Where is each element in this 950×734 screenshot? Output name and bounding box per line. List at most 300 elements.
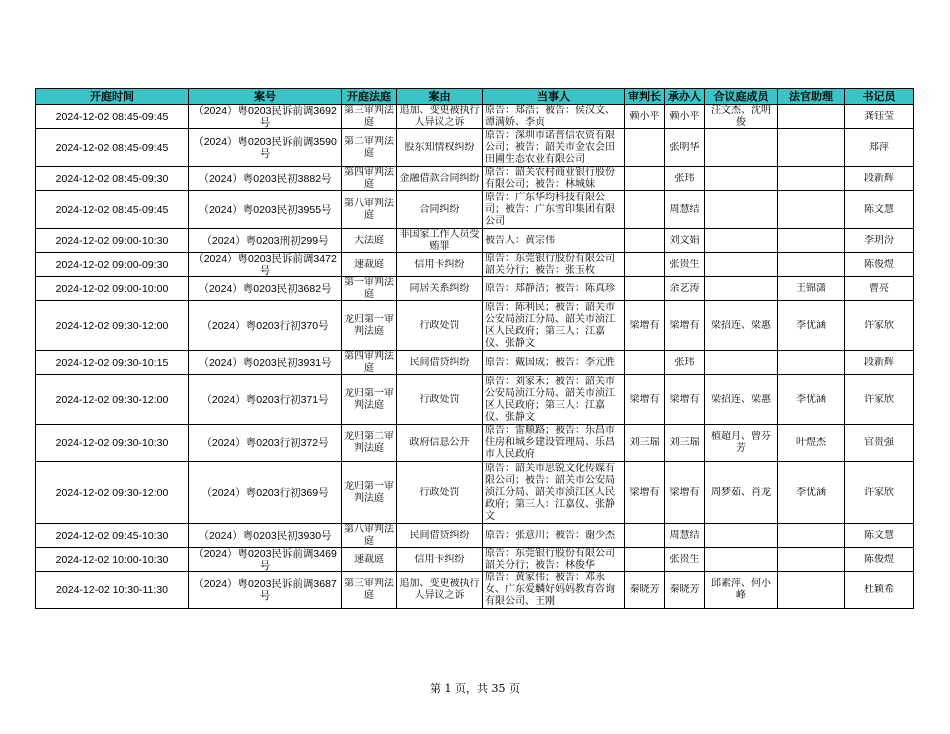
cell-parties-text: 原告：东莞银行股份有限公司韶关分行；被告：林俊华 bbox=[485, 548, 615, 571]
cell-case-text: （2024）粤0203行初372号 bbox=[201, 437, 329, 449]
cell-chief bbox=[625, 191, 665, 229]
table-row bbox=[36, 229, 914, 253]
cell-cause-text: 非国家工作人员受贿罪 bbox=[399, 229, 480, 252]
cell-case-text: （2024）粤0203行初370号 bbox=[201, 319, 329, 332]
cell-cause bbox=[397, 301, 483, 351]
cell-handler-text: 刘文娟 bbox=[669, 234, 700, 246]
cell-clerk-text: 段新辉 bbox=[864, 172, 894, 184]
cell-panel-text: 梁招连、梁惠 bbox=[711, 319, 771, 331]
cell-cause bbox=[397, 351, 483, 375]
cell-panel bbox=[705, 572, 778, 609]
cell-handler bbox=[665, 253, 705, 277]
cell-cause-text: 政府信息公开 bbox=[409, 437, 470, 448]
cell-handler-text: 秦晓芳 bbox=[669, 584, 700, 595]
cell-court bbox=[342, 351, 397, 375]
cell-court bbox=[342, 167, 397, 191]
cell-assistant-text: 叶煜杰 bbox=[796, 437, 826, 448]
cell-handler-text: 周慧结 bbox=[669, 529, 700, 541]
cell-case-text: （2024）粤0203民诉前调3469号 bbox=[193, 548, 337, 572]
cell-time bbox=[36, 253, 189, 277]
cell-handler bbox=[665, 277, 705, 301]
table-row bbox=[36, 129, 914, 167]
cell-time-text: 2024-12-02 09:45-10:30 bbox=[55, 529, 169, 542]
cell-chief bbox=[625, 548, 665, 572]
cell-clerk-text: 陈俊煜 bbox=[864, 258, 894, 270]
cell-handler bbox=[665, 548, 705, 572]
cell-parties bbox=[483, 277, 625, 301]
cell-parties bbox=[483, 105, 625, 129]
table-row bbox=[36, 462, 914, 524]
cell-clerk-text: 许家欣 bbox=[864, 319, 894, 331]
cell-clerk-text: 曹亮 bbox=[869, 282, 889, 294]
cell-panel bbox=[705, 277, 778, 301]
cell-case bbox=[189, 351, 342, 375]
cell-court bbox=[342, 229, 397, 253]
cell-clerk bbox=[845, 524, 914, 548]
cell-panel bbox=[705, 375, 778, 425]
cell-clerk bbox=[845, 129, 914, 167]
cell-panel bbox=[705, 253, 778, 277]
cell-clerk bbox=[845, 572, 914, 609]
cell-panel bbox=[705, 524, 778, 548]
cell-parties bbox=[483, 253, 625, 277]
cell-clerk bbox=[845, 105, 914, 129]
cell-handler-text: 张贵生 bbox=[669, 553, 700, 565]
cell-cause bbox=[397, 462, 483, 524]
cell-assistant-text: 王锦潇 bbox=[796, 282, 826, 294]
cell-time-text: 2024-12-02 09:00-09:30 bbox=[55, 258, 169, 271]
cell-chief bbox=[625, 129, 665, 167]
cell-time-text: 2024-12-02 10:00-10:30 bbox=[55, 553, 169, 566]
cell-assistant bbox=[778, 277, 845, 301]
cell-time-text: 2024-12-02 10:30-11:30 bbox=[56, 584, 168, 596]
cell-assistant bbox=[778, 191, 845, 229]
cell-time-text: 2024-12-02 08:45-09:45 bbox=[55, 110, 169, 123]
cell-panel bbox=[705, 425, 778, 462]
cell-clerk bbox=[845, 462, 914, 524]
cell-assistant-text: 李优涵 bbox=[796, 486, 826, 498]
cell-court-text: 第三审判法庭 bbox=[344, 578, 394, 601]
cell-clerk-text: 段新辉 bbox=[864, 356, 894, 368]
cell-clerk bbox=[845, 167, 914, 191]
cell-clerk-text: 郑萍 bbox=[869, 141, 889, 153]
cell-handler-text: 张玮 bbox=[674, 172, 695, 184]
cell-parties-text: 被告人：黄宗伟 bbox=[485, 234, 555, 246]
cell-court bbox=[342, 524, 397, 548]
cell-cause-text: 行政处罚 bbox=[419, 319, 460, 331]
table-row bbox=[36, 191, 914, 229]
cell-parties bbox=[483, 351, 625, 375]
cell-handler-text: 刘三瑞 bbox=[669, 437, 700, 448]
cell-handler-text: 梁增有 bbox=[669, 393, 700, 405]
hearing-schedule-sheet bbox=[35, 88, 913, 609]
cell-handler bbox=[665, 351, 705, 375]
cell-panel bbox=[705, 301, 778, 351]
cell-parties bbox=[483, 462, 625, 524]
table-row bbox=[36, 375, 914, 425]
cell-clerk-text: 陈文慧 bbox=[864, 529, 894, 541]
cell-cause-text: 追加、变更被执行人异议之诉 bbox=[399, 105, 480, 128]
cell-court bbox=[342, 253, 397, 277]
cell-court bbox=[342, 375, 397, 425]
cell-court-text: 第四审判法庭 bbox=[344, 351, 394, 374]
cell-chief bbox=[625, 425, 665, 462]
cell-case bbox=[189, 572, 342, 609]
cell-cause bbox=[397, 129, 483, 167]
cell-court-text: 速裁庭 bbox=[354, 553, 384, 565]
cell-assistant-text: 李优涵 bbox=[796, 393, 826, 405]
cell-cause-text: 同居关系纠纷 bbox=[409, 282, 470, 294]
cell-assistant bbox=[778, 375, 845, 425]
cell-court-text: 龙归第二审判法庭 bbox=[344, 431, 394, 454]
cell-handler bbox=[665, 191, 705, 229]
cell-time-text: 2024-12-02 09:00-10:30 bbox=[55, 234, 169, 247]
cell-court-text: 第三审判法庭 bbox=[344, 105, 394, 128]
cell-parties-text: 原告：郑静洁；被告：陈真珍 bbox=[485, 282, 615, 294]
cell-court bbox=[342, 462, 397, 524]
table-row bbox=[36, 351, 914, 375]
cell-panel-text: 汪文杰、沈明俊 bbox=[711, 105, 771, 128]
cell-cause bbox=[397, 425, 483, 462]
table-row bbox=[36, 105, 914, 129]
cell-parties-text: 原告：刘家禾；被告：韶关市公安局浈江分局、韶关市浈江区人民政府；第三人：江嘉仪、张静文 bbox=[485, 375, 615, 423]
header-parties: 当事人 bbox=[483, 89, 625, 105]
cell-parties bbox=[483, 524, 625, 548]
cell-parties-text: 原告：广东华均科技有限公司；被告：广东雪印集团有限公司 bbox=[485, 191, 615, 227]
cell-panel-text: 周梦茹、肖龙 bbox=[711, 486, 771, 498]
cell-chief-text: 赖小平 bbox=[629, 110, 660, 122]
cell-case-text: （2024）粤0203民初3882号 bbox=[198, 172, 332, 185]
cell-parties-text: 原告：韶关农村商业银行股份有限公司；被告：林城妹 bbox=[485, 167, 615, 190]
cell-cause-text: 民间借贷纠纷 bbox=[409, 529, 470, 541]
cell-clerk bbox=[845, 277, 914, 301]
cell-handler bbox=[665, 129, 705, 167]
cell-time bbox=[36, 191, 189, 229]
cell-clerk-text: 官贵强 bbox=[864, 437, 894, 448]
header-handling-judge: 承办人 bbox=[665, 89, 705, 105]
cell-handler-text: 梁增有 bbox=[669, 486, 700, 498]
cell-case-text: （2024）粤0203行初371号 bbox=[201, 393, 329, 406]
cell-handler bbox=[665, 375, 705, 425]
cell-time bbox=[36, 462, 189, 524]
cell-panel bbox=[705, 548, 778, 572]
cell-time-text: 2024-12-02 09:30-12:00 bbox=[55, 319, 169, 332]
cell-chief bbox=[625, 229, 665, 253]
cell-chief bbox=[625, 572, 665, 609]
cell-panel-text: 邱素萍、何小峰 bbox=[711, 578, 771, 601]
page-number: 第 1 页，共 35 页 bbox=[430, 682, 520, 695]
cell-case bbox=[189, 229, 342, 253]
cell-cause-text: 金融借款合同纠纷 bbox=[399, 172, 480, 184]
table-row bbox=[36, 167, 914, 191]
cell-clerk-text: 陈俊煜 bbox=[864, 553, 894, 565]
cell-panel-text: 梁招连、梁惠 bbox=[711, 393, 771, 405]
cell-cause-text: 民间借贷纠纷 bbox=[409, 356, 470, 368]
cell-chief bbox=[625, 277, 665, 301]
cell-court-text: 第一审判法庭 bbox=[344, 277, 394, 300]
cell-panel bbox=[705, 129, 778, 167]
cell-court-text: 第二审判法庭 bbox=[344, 135, 394, 159]
cell-assistant bbox=[778, 548, 845, 572]
cell-cause bbox=[397, 105, 483, 129]
header-courtroom: 开庭法庭 bbox=[342, 89, 397, 105]
cell-parties-text: 原告：戴国成；被告：李元胜 bbox=[485, 356, 615, 368]
cell-time bbox=[36, 105, 189, 129]
table-body bbox=[36, 105, 914, 609]
cell-chief-text: 梁增有 bbox=[629, 393, 660, 405]
header-case-number: 案号 bbox=[189, 89, 342, 105]
cell-case bbox=[189, 105, 342, 129]
cell-cause bbox=[397, 277, 483, 301]
cell-case bbox=[189, 191, 342, 229]
cell-handler-text: 张玮 bbox=[674, 356, 695, 368]
cell-case-text: （2024）粤0203民初3931号 bbox=[198, 356, 332, 369]
table-row bbox=[36, 301, 914, 351]
cell-chief-text: 刘三瑞 bbox=[629, 437, 660, 448]
cell-assistant bbox=[778, 572, 845, 609]
cell-parties-text: 原告：陈利民；被告：韶关市公安局浈江分局、韶关市浈江区人民政府；第三人：江嘉仪、张静文 bbox=[485, 301, 615, 349]
cell-clerk bbox=[845, 253, 914, 277]
cell-cause-text: 信用卡纠纷 bbox=[414, 553, 465, 565]
cell-case-text: （2024）粤0203民诉前调3687号 bbox=[193, 578, 337, 602]
cell-handler bbox=[665, 301, 705, 351]
cell-cause bbox=[397, 253, 483, 277]
cell-parties bbox=[483, 548, 625, 572]
cell-time bbox=[36, 351, 189, 375]
cell-assistant bbox=[778, 301, 845, 351]
cell-parties bbox=[483, 129, 625, 167]
cell-parties bbox=[483, 425, 625, 462]
cell-panel bbox=[705, 462, 778, 524]
cell-court bbox=[342, 425, 397, 462]
cell-clerk bbox=[845, 425, 914, 462]
cell-court bbox=[342, 572, 397, 609]
cell-time-text: 2024-12-02 09:30-12:00 bbox=[55, 393, 169, 406]
cell-case bbox=[189, 524, 342, 548]
cell-court-text: 龙归第一审判法庭 bbox=[344, 313, 394, 337]
cell-chief-text: 梁增有 bbox=[629, 319, 660, 331]
cell-cause-text: 合同纠纷 bbox=[419, 203, 460, 215]
cell-court-text: 第八审判法庭 bbox=[344, 524, 394, 547]
cell-case-text: （2024）粤0203民初3930号 bbox=[198, 529, 332, 542]
cell-case-text: （2024）粤0203行初369号 bbox=[201, 486, 329, 499]
header-clerk: 书记员 bbox=[845, 89, 914, 105]
cell-case bbox=[189, 253, 342, 277]
cell-parties-text: 原告：深圳市诺普信农资有限公司；被告：韶关市金农会田田圃生态农业有限公司 bbox=[485, 129, 615, 165]
cell-panel bbox=[705, 191, 778, 229]
cell-chief bbox=[625, 524, 665, 548]
cell-time-text: 2024-12-02 09:30-10:15 bbox=[55, 356, 169, 369]
cell-cause bbox=[397, 229, 483, 253]
cell-parties-text: 原告：黄家伟；被告：邓永女、广东爱麟好妈妈教育咨询有限公司、王刚 bbox=[485, 572, 615, 607]
cell-case bbox=[189, 375, 342, 425]
header-panel-members: 合议庭成员 bbox=[705, 89, 778, 105]
cell-cause bbox=[397, 548, 483, 572]
cell-assistant bbox=[778, 167, 845, 191]
cell-handler-text: 张明华 bbox=[669, 141, 700, 153]
table-row bbox=[36, 425, 914, 462]
cell-parties bbox=[483, 375, 625, 425]
cell-court bbox=[342, 191, 397, 229]
cell-panel bbox=[705, 105, 778, 129]
header-presiding-judge: 审判长 bbox=[625, 89, 665, 105]
cell-assistant bbox=[778, 524, 845, 548]
cell-clerk-text: 龚钰莹 bbox=[864, 110, 894, 122]
cell-assistant bbox=[778, 129, 845, 167]
cell-assistant bbox=[778, 253, 845, 277]
cell-court-text: 第四审判法庭 bbox=[344, 167, 394, 190]
cell-cause-text: 股东知情权纠纷 bbox=[404, 141, 475, 153]
cell-parties-text: 原告：张意川；被告：谢少杰 bbox=[485, 529, 615, 541]
cell-chief bbox=[625, 301, 665, 351]
cell-parties-text: 原告：韶关市思锐文化传媒有限公司；被告：韶关市公安局浈江分局、韶关市浈江区人民政府；第三人：江嘉仪、张静文 bbox=[485, 462, 615, 522]
header-hearing-time: 开庭时间 bbox=[36, 89, 189, 105]
cell-case-text: （2024）粤0203民初3955号 bbox=[198, 203, 332, 216]
header-cause: 案由 bbox=[397, 89, 483, 105]
cell-handler-text: 余艺涛 bbox=[669, 282, 700, 294]
table-row bbox=[36, 524, 914, 548]
cell-court bbox=[342, 301, 397, 351]
cell-handler bbox=[665, 524, 705, 548]
cell-clerk-text: 许家欣 bbox=[864, 486, 894, 498]
cell-assistant bbox=[778, 105, 845, 129]
cell-panel bbox=[705, 167, 778, 191]
cell-time bbox=[36, 548, 189, 572]
table-row bbox=[36, 277, 914, 301]
cell-case bbox=[189, 129, 342, 167]
cell-assistant bbox=[778, 462, 845, 524]
cell-case bbox=[189, 301, 342, 351]
table-row bbox=[36, 548, 914, 572]
cell-court bbox=[342, 129, 397, 167]
cell-clerk-text: 许家欣 bbox=[864, 393, 894, 405]
cell-cause-text: 行政处罚 bbox=[419, 486, 460, 498]
cell-clerk bbox=[845, 301, 914, 351]
cell-court bbox=[342, 277, 397, 301]
cell-time-text: 2024-12-02 08:45-09:45 bbox=[55, 203, 169, 216]
cell-chief bbox=[625, 253, 665, 277]
cell-clerk bbox=[845, 191, 914, 229]
cell-chief-text: 秦晓芳 bbox=[629, 584, 660, 595]
cell-time bbox=[36, 524, 189, 548]
cell-court-text: 龙归第一审判法庭 bbox=[344, 480, 394, 504]
cell-clerk-text: 杜颖希 bbox=[864, 584, 894, 595]
cell-court-text: 速裁庭 bbox=[354, 258, 384, 270]
cell-clerk-text: 陈文慧 bbox=[864, 203, 894, 215]
cell-case-text: （2024）粤0203民诉前调3590号 bbox=[193, 135, 337, 160]
cell-time bbox=[36, 129, 189, 167]
cell-court-text: 大法庭 bbox=[354, 234, 384, 246]
cell-chief bbox=[625, 351, 665, 375]
cell-time bbox=[36, 301, 189, 351]
cell-court-text: 龙归第一审判法庭 bbox=[344, 387, 394, 411]
cell-parties bbox=[483, 229, 625, 253]
cell-cause bbox=[397, 167, 483, 191]
cell-assistant-text: 李优涵 bbox=[796, 319, 826, 331]
cell-cause-text: 追加、变更被执行人异议之诉 bbox=[399, 578, 480, 601]
cell-case-text: （2024）粤0203民诉前调3472号 bbox=[193, 253, 337, 277]
cell-parties-text: 原告：郑浩；被告：侯汉文、谭满娇、李贞 bbox=[485, 105, 615, 128]
cell-cause bbox=[397, 572, 483, 609]
cell-handler bbox=[665, 572, 705, 609]
cell-parties-text: 原告：东莞银行股份有限公司韶关分行；被告：张玉枚 bbox=[485, 253, 615, 276]
cell-chief bbox=[625, 462, 665, 524]
cell-time-text: 2024-12-02 08:45-09:30 bbox=[55, 172, 169, 185]
cell-time bbox=[36, 229, 189, 253]
cell-parties-text: 原告：雷顺路；被告：乐昌市住房和城乡建设管理局、乐昌市人民政府 bbox=[485, 425, 615, 460]
cell-parties bbox=[483, 301, 625, 351]
cell-case bbox=[189, 425, 342, 462]
cell-chief-text: 梁增有 bbox=[629, 486, 660, 498]
cell-case bbox=[189, 167, 342, 191]
cell-cause-text: 信用卡纠纷 bbox=[414, 258, 465, 270]
cell-case-text: （2024）粤0203刑初299号 bbox=[201, 234, 329, 247]
cell-handler bbox=[665, 425, 705, 462]
cell-clerk-text: 李玥汾 bbox=[864, 234, 894, 246]
cell-cause bbox=[397, 375, 483, 425]
hearing-schedule-table bbox=[35, 88, 914, 609]
cell-court bbox=[342, 548, 397, 572]
cell-chief bbox=[625, 105, 665, 129]
header-row bbox=[36, 89, 914, 105]
cell-time-text: 2024-12-02 09:30-10:30 bbox=[55, 437, 169, 449]
cell-time bbox=[36, 425, 189, 462]
table-row bbox=[36, 572, 914, 609]
cell-court-text: 第八审判法庭 bbox=[344, 197, 394, 221]
cell-assistant bbox=[778, 425, 845, 462]
cell-cause-text: 行政处罚 bbox=[419, 393, 460, 405]
cell-handler bbox=[665, 229, 705, 253]
cell-chief bbox=[625, 375, 665, 425]
cell-time bbox=[36, 572, 189, 609]
cell-time-text: 2024-12-02 09:00-10:00 bbox=[55, 282, 169, 295]
cell-court bbox=[342, 105, 397, 129]
cell-parties bbox=[483, 167, 625, 191]
cell-handler-text: 赖小平 bbox=[669, 110, 700, 122]
cell-handler-text: 周慧结 bbox=[669, 203, 700, 215]
cell-assistant bbox=[778, 351, 845, 375]
cell-cause bbox=[397, 191, 483, 229]
cell-parties bbox=[483, 191, 625, 229]
cell-case bbox=[189, 548, 342, 572]
header-judge-assistant: 法官助理 bbox=[778, 89, 845, 105]
cell-case bbox=[189, 462, 342, 524]
cell-handler bbox=[665, 105, 705, 129]
cell-clerk bbox=[845, 548, 914, 572]
cell-handler bbox=[665, 167, 705, 191]
cell-panel-text: 植超月、曾芬芳 bbox=[711, 431, 771, 454]
cell-time bbox=[36, 167, 189, 191]
cell-case bbox=[189, 277, 342, 301]
cell-handler-text: 梁增有 bbox=[669, 319, 700, 331]
cell-time-text: 2024-12-02 09:30-12:00 bbox=[55, 486, 169, 499]
cell-time bbox=[36, 375, 189, 425]
cell-assistant bbox=[778, 229, 845, 253]
cell-panel bbox=[705, 229, 778, 253]
cell-case-text: （2024）粤0203民诉前调3692号 bbox=[193, 105, 337, 129]
cell-handler-text: 张贵生 bbox=[669, 258, 700, 270]
cell-handler bbox=[665, 462, 705, 524]
cell-parties bbox=[483, 572, 625, 609]
cell-time bbox=[36, 277, 189, 301]
cell-cause bbox=[397, 524, 483, 548]
cell-chief bbox=[625, 167, 665, 191]
cell-clerk bbox=[845, 229, 914, 253]
cell-clerk bbox=[845, 351, 914, 375]
cell-panel bbox=[705, 351, 778, 375]
cell-time-text: 2024-12-02 08:45-09:45 bbox=[55, 141, 169, 154]
table-row bbox=[36, 253, 914, 277]
